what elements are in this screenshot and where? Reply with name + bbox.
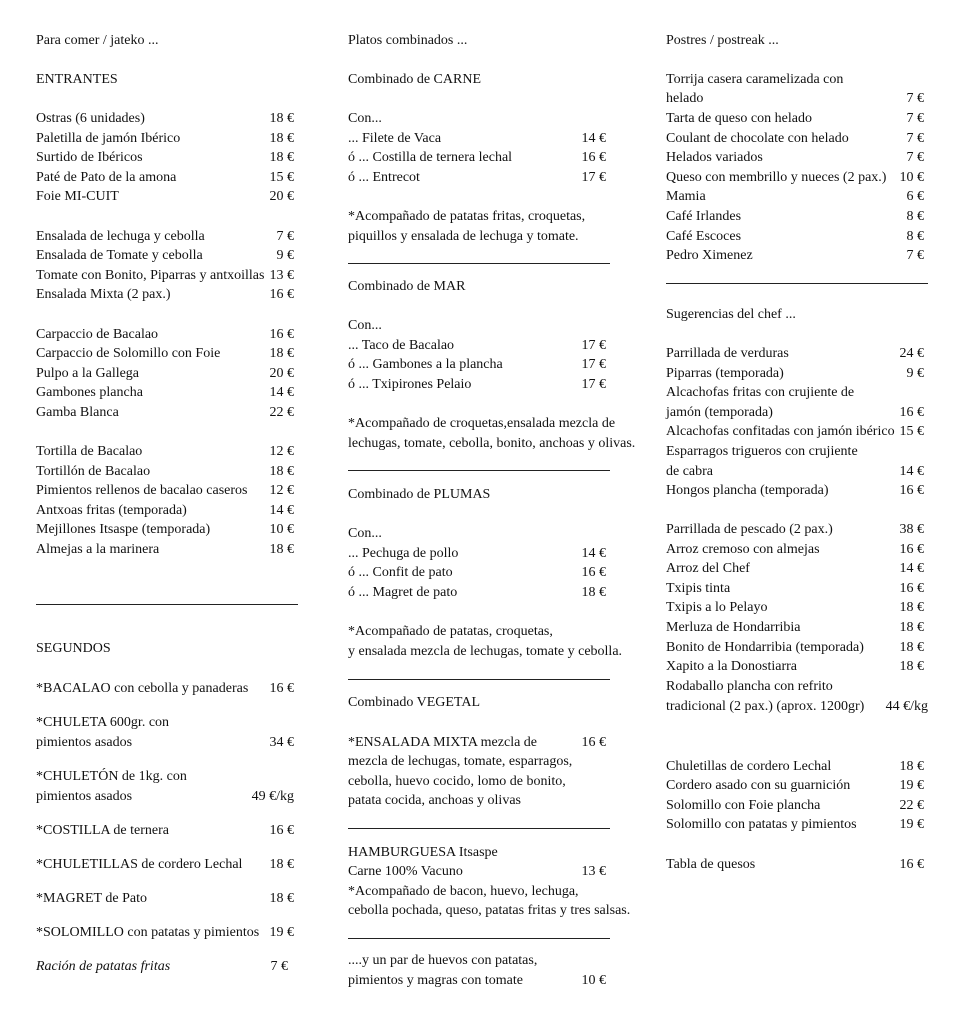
menu-item bbox=[36, 462, 298, 481]
item-name: Antxoas fritas (temporada) bbox=[36, 503, 187, 518]
menu-item-racion bbox=[36, 957, 292, 976]
item-price: 17 € bbox=[581, 338, 606, 353]
item-price: 38 € bbox=[899, 522, 924, 537]
item-price: 14 € bbox=[581, 546, 606, 561]
menu-item bbox=[666, 168, 928, 187]
description-line: cebolla, huevo cocido, lomo de bonito, bbox=[348, 774, 566, 789]
item-name: Parrillada de pescado (2 pax.) bbox=[666, 522, 833, 537]
item-price: 18 € bbox=[899, 620, 924, 635]
item-name: pimientos asados bbox=[36, 735, 133, 750]
item-name: Piparras (temporada) bbox=[666, 366, 784, 381]
divider bbox=[36, 604, 298, 605]
item-name: Mamia bbox=[666, 189, 706, 204]
item-price: 10 € bbox=[581, 973, 606, 988]
menu-item bbox=[36, 129, 298, 148]
item-price: 18 € bbox=[269, 150, 294, 165]
divider bbox=[348, 263, 610, 264]
item-price: 14 € bbox=[581, 131, 606, 146]
item-price: 22 € bbox=[899, 798, 924, 813]
menu-item bbox=[666, 618, 928, 637]
item-price: 18 € bbox=[899, 659, 924, 674]
item-name: Txipis tinta bbox=[666, 581, 731, 596]
item-name: pimientos y magras con tomate bbox=[348, 973, 523, 988]
item-name: Cordero asado con su guarnición bbox=[666, 778, 851, 793]
menu-item-line1: Esparragos trigueros con crujiente bbox=[666, 444, 858, 459]
item-name: Tabla de quesos bbox=[666, 857, 756, 872]
item-name: ... Taco de Bacalao bbox=[348, 338, 455, 353]
menu-item bbox=[666, 540, 928, 559]
item-price: 17 € bbox=[581, 377, 606, 392]
item-price: 18 € bbox=[269, 891, 294, 906]
item-price: 16 € bbox=[581, 565, 606, 580]
item-price: 18 € bbox=[269, 464, 294, 479]
menu-item bbox=[666, 109, 928, 128]
menu-item bbox=[36, 481, 298, 500]
menu-item bbox=[36, 285, 298, 304]
menu-item bbox=[348, 544, 610, 563]
divider bbox=[666, 283, 928, 284]
item-price: 16 € bbox=[899, 483, 924, 498]
item-name: ó ... Costilla de ternera lechal bbox=[348, 150, 513, 165]
note: y ensalada mezcla de lechugas, tomate y cebolla. bbox=[348, 644, 623, 659]
menu-item bbox=[666, 697, 928, 716]
menu-item bbox=[348, 971, 610, 990]
menu-item bbox=[666, 559, 928, 578]
item-name: Arroz cremoso con almejas bbox=[666, 542, 820, 557]
item-price: 16 € bbox=[269, 287, 294, 302]
note: piquillos y ensalada de lechuga y tomate. bbox=[348, 229, 579, 244]
menu-item bbox=[36, 889, 298, 908]
menu-item-line1: Torrija casera caramelizada con bbox=[666, 72, 844, 87]
item-name: Txipis a lo Pelayo bbox=[666, 600, 768, 615]
menu-item bbox=[36, 246, 298, 265]
item-name: Tortillón de Bacalao bbox=[36, 464, 151, 479]
item-price: 20 € bbox=[269, 366, 294, 381]
menu-item bbox=[36, 148, 298, 167]
menu-item bbox=[348, 563, 610, 582]
item-name: Ostras (6 unidades) bbox=[36, 111, 145, 126]
menu-item bbox=[36, 442, 298, 461]
combinado-title: HAMBURGUESA Itsaspe bbox=[348, 845, 498, 860]
item-name: Carne 100% Vacuno bbox=[348, 864, 463, 879]
item-price: 18 € bbox=[899, 759, 924, 774]
menu-item bbox=[36, 383, 298, 402]
menu-item bbox=[666, 657, 928, 676]
item-price: 16 € bbox=[899, 581, 924, 596]
item-price: 7 € bbox=[906, 131, 924, 146]
sugerencias-title: Sugerencias del chef ... bbox=[666, 307, 796, 322]
item-name: *ENSALADA MIXTA mezcla de bbox=[348, 735, 538, 750]
item-name: Foie MI-CUIT bbox=[36, 189, 119, 204]
menu-item bbox=[348, 375, 610, 394]
menu-item bbox=[666, 129, 928, 148]
menu-item bbox=[36, 787, 298, 806]
item-name: Hongos plancha (temporada) bbox=[666, 483, 829, 498]
menu-item bbox=[666, 403, 928, 422]
item-price: 16 € bbox=[269, 681, 294, 696]
item-price: 15 € bbox=[899, 424, 924, 439]
con-label: Con... bbox=[348, 526, 382, 541]
item-name: Helados variados bbox=[666, 150, 763, 165]
menu-item bbox=[348, 148, 610, 167]
item-price: 16 € bbox=[581, 150, 606, 165]
menu-item bbox=[666, 481, 928, 500]
item-name: Tarta de queso con helado bbox=[666, 111, 812, 126]
item-price: 18 € bbox=[899, 640, 924, 655]
menu-item bbox=[348, 355, 610, 374]
item-price: 17 € bbox=[581, 170, 606, 185]
item-price: 49 €/kg bbox=[251, 789, 294, 804]
menu-item bbox=[666, 207, 928, 226]
item-price: 20 € bbox=[269, 189, 294, 204]
segundos-title: SEGUNDOS bbox=[36, 641, 111, 656]
item-name: Alcachofas confitadas con jamón ibérico bbox=[666, 424, 895, 439]
item-price: 16 € bbox=[581, 735, 606, 750]
item-name: Ensalada Mixta (2 pax.) bbox=[36, 287, 171, 302]
item-name: ó ... Txipirones Pelaio bbox=[348, 377, 472, 392]
menu-item bbox=[348, 336, 610, 355]
note: *Acompañado de croquetas,ensalada mezcla de bbox=[348, 416, 616, 431]
menu-item bbox=[36, 821, 298, 840]
item-price: 8 € bbox=[906, 209, 924, 224]
item-name: Café Irlandes bbox=[666, 209, 742, 224]
item-name: Ensalada de Tomate y cebolla bbox=[36, 248, 203, 263]
item-name: Arroz del Chef bbox=[666, 561, 750, 576]
item-name: *MAGRET de Pato bbox=[36, 891, 147, 906]
item-price: 7 € bbox=[906, 91, 924, 106]
menu-item bbox=[348, 862, 610, 881]
item-name: ... Pechuga de pollo bbox=[348, 546, 459, 561]
note: *Acompañado de bacon, huevo, lechuga, bbox=[348, 884, 579, 899]
menu-item bbox=[666, 776, 928, 795]
item-name: *CHULETILLAS de cordero Lechal bbox=[36, 857, 243, 872]
menu-item bbox=[666, 364, 928, 383]
menu-item bbox=[666, 89, 928, 108]
item-price: 16 € bbox=[269, 327, 294, 342]
menu-item bbox=[348, 733, 610, 752]
section-heading: Postres / postreak ... bbox=[666, 33, 779, 48]
item-name: Ración de patatas fritas bbox=[36, 959, 171, 974]
menu-item bbox=[666, 796, 928, 815]
item-price: 18 € bbox=[899, 600, 924, 615]
item-name: Queso con membrillo y nueces (2 pax.) bbox=[666, 170, 887, 185]
item-name: Mejillones Itsaspe (temporada) bbox=[36, 522, 211, 537]
item-price: 18 € bbox=[581, 585, 606, 600]
menu-item bbox=[36, 109, 298, 128]
item-price: 12 € bbox=[269, 444, 294, 459]
note: lechugas, tomate, cebolla, bonito, anchoas y olivas. bbox=[348, 436, 636, 451]
menu-item bbox=[36, 540, 298, 559]
item-name: *COSTILLA de ternera bbox=[36, 823, 169, 838]
item-price: 22 € bbox=[269, 405, 294, 420]
menu-item-line1: Rodaballo plancha con refrito bbox=[666, 679, 833, 694]
item-price: 18 € bbox=[269, 131, 294, 146]
note: *Acompañado de patatas fritas, croquetas, bbox=[348, 209, 586, 224]
menu-item bbox=[666, 227, 928, 246]
menu-item bbox=[666, 344, 928, 363]
item-name: *SOLOMILLO con patatas y pimientos bbox=[36, 925, 260, 940]
item-name: Paté de Pato de la amona bbox=[36, 170, 177, 185]
con-label: Con... bbox=[348, 111, 382, 126]
item-price: 7 € bbox=[906, 248, 924, 263]
section-heading: Platos combinados ... bbox=[348, 33, 468, 48]
item-name: Gambones plancha bbox=[36, 385, 143, 400]
menu-item bbox=[348, 583, 610, 602]
item-price: 7 € bbox=[906, 111, 924, 126]
item-price: 44 €/kg bbox=[885, 699, 928, 714]
menu-item bbox=[36, 187, 298, 206]
item-name: ó ... Magret de pato bbox=[348, 585, 458, 600]
divider bbox=[348, 679, 610, 680]
item-price: 12 € bbox=[269, 483, 294, 498]
item-price: 14 € bbox=[269, 385, 294, 400]
item-price: 18 € bbox=[269, 857, 294, 872]
item-price: 16 € bbox=[899, 405, 924, 420]
menu-item bbox=[666, 462, 928, 481]
item-name: ó ... Gambones a la plancha bbox=[348, 357, 503, 372]
item-price: 13 € bbox=[581, 864, 606, 879]
item-price: 8 € bbox=[906, 229, 924, 244]
item-name: Xapito a la Donostiarra bbox=[666, 659, 798, 674]
description-line: patata cocida, anchoas y olivas bbox=[348, 793, 521, 808]
item-price: 18 € bbox=[269, 111, 294, 126]
item-price: 14 € bbox=[269, 503, 294, 518]
menu-item bbox=[666, 246, 928, 265]
item-price: 18 € bbox=[269, 346, 294, 361]
item-name: Pimientos rellenos de bacalao caseros bbox=[36, 483, 248, 498]
menu-item bbox=[36, 520, 298, 539]
menu-item bbox=[36, 501, 298, 520]
menu-item bbox=[666, 148, 928, 167]
item-name: Coulant de chocolate con helado bbox=[666, 131, 849, 146]
menu-item bbox=[36, 344, 298, 363]
note: cebolla pochada, queso, patatas fritas y tres salsas. bbox=[348, 903, 631, 918]
menu-item bbox=[36, 325, 298, 344]
item-price: 19 € bbox=[899, 817, 924, 832]
item-name: Almejas a la marinera bbox=[36, 542, 160, 557]
item-name: Chuletillas de cordero Lechal bbox=[666, 759, 832, 774]
divider bbox=[348, 828, 610, 829]
menu-item bbox=[666, 187, 928, 206]
item-name: Pedro Ximenez bbox=[666, 248, 753, 263]
menu-item bbox=[36, 266, 298, 285]
menu-item bbox=[666, 520, 928, 539]
menu-item bbox=[666, 815, 928, 834]
description-line: ....y un par de huevos con patatas, bbox=[348, 953, 538, 968]
item-price: 16 € bbox=[899, 857, 924, 872]
combinado-title: Combinado de CARNE bbox=[348, 72, 481, 87]
item-name: Ensalada de lechuga y cebolla bbox=[36, 229, 205, 244]
menu-item bbox=[666, 598, 928, 617]
divider bbox=[348, 470, 610, 471]
item-name: Carpaccio de Bacalao bbox=[36, 327, 159, 342]
item-price: 14 € bbox=[899, 464, 924, 479]
item-price: 16 € bbox=[899, 542, 924, 557]
item-price: 13 € bbox=[269, 268, 294, 283]
item-price: 34 € bbox=[269, 735, 294, 750]
menu-item bbox=[666, 757, 928, 776]
item-name: *BACALAO con cebolla y panaderas bbox=[36, 681, 249, 696]
item-price: 9 € bbox=[906, 366, 924, 381]
combinado-title: Combinado de MAR bbox=[348, 279, 466, 294]
item-name: helado bbox=[666, 91, 704, 106]
entrantes-title: ENTRANTES bbox=[36, 72, 118, 87]
menu-item bbox=[666, 422, 928, 441]
item-price: 6 € bbox=[906, 189, 924, 204]
menu-item bbox=[36, 403, 298, 422]
menu-item bbox=[36, 168, 298, 187]
description-line: mezcla de lechugas, tomate, esparragos, bbox=[348, 754, 573, 769]
menu-item bbox=[666, 579, 928, 598]
item-name: Gamba Blanca bbox=[36, 405, 119, 420]
menu-item bbox=[36, 923, 298, 942]
item-price: 7 € bbox=[276, 229, 294, 244]
item-price: 17 € bbox=[581, 357, 606, 372]
section-heading: Para comer / jateko ... bbox=[36, 33, 159, 48]
item-name: ó ... Entrecot bbox=[348, 170, 420, 185]
menu-item bbox=[36, 227, 298, 246]
menu-item bbox=[666, 855, 928, 874]
menu-item bbox=[36, 364, 298, 383]
combinado-title: Combinado de PLUMAS bbox=[348, 487, 491, 502]
item-price: 18 € bbox=[269, 542, 294, 557]
item-name: pimientos asados bbox=[36, 789, 133, 804]
item-name: ... Filete de Vaca bbox=[348, 131, 442, 146]
item-name: Tortilla de Bacalao bbox=[36, 444, 143, 459]
item-price: 15 € bbox=[269, 170, 294, 185]
item-price: 14 € bbox=[899, 561, 924, 576]
note: *Acompañado de patatas, croquetas, bbox=[348, 624, 553, 639]
menu-item bbox=[36, 679, 298, 698]
menu-item-line1: *CHULETÓN de 1kg. con bbox=[36, 769, 187, 784]
item-name: Pulpo a la Gallega bbox=[36, 366, 140, 381]
item-price: 9 € bbox=[276, 248, 294, 263]
item-price: 19 € bbox=[899, 778, 924, 793]
item-name: Tomate con Bonito, Piparras y antxoillas bbox=[36, 268, 265, 283]
item-name: Solomillo con patatas y pimientos bbox=[666, 817, 857, 832]
item-price: 16 € bbox=[269, 823, 294, 838]
menu-item-line1: *CHULETA 600gr. con bbox=[36, 715, 170, 730]
item-name: Bonito de Hondarribia (temporada) bbox=[666, 640, 864, 655]
item-price: 24 € bbox=[899, 346, 924, 361]
divider bbox=[348, 938, 610, 939]
item-name: Café Escoces bbox=[666, 229, 742, 244]
item-name: ó ... Confit de pato bbox=[348, 565, 453, 580]
item-name: Carpaccio de Solomillo con Foie bbox=[36, 346, 221, 361]
menu-item bbox=[348, 129, 610, 148]
item-name: Parrillada de verduras bbox=[666, 346, 789, 361]
menu-item bbox=[348, 168, 610, 187]
item-name: jamón (temporada) bbox=[666, 405, 773, 420]
item-price: 10 € bbox=[899, 170, 924, 185]
item-price: 7 € bbox=[906, 150, 924, 165]
item-price: 10 € bbox=[269, 522, 294, 537]
item-name: Solomillo con Foie plancha bbox=[666, 798, 821, 813]
item-price: 19 € bbox=[269, 925, 294, 940]
menu-item-line1: Alcachofas fritas con crujiente de bbox=[666, 385, 855, 400]
item-name: de cabra bbox=[666, 464, 714, 479]
item-name: tradicional (2 pax.) (aprox. 1200gr) bbox=[666, 699, 865, 714]
menu-item bbox=[666, 638, 928, 657]
con-label: Con... bbox=[348, 318, 382, 333]
menu-item bbox=[36, 733, 298, 752]
item-price: 7 € bbox=[270, 959, 288, 974]
item-name: Surtido de Ibéricos bbox=[36, 150, 143, 165]
item-name: Merluza de Hondarribia bbox=[666, 620, 801, 635]
combinado-title: Combinado VEGETAL bbox=[348, 695, 480, 710]
item-name: Paletilla de jamón Ibérico bbox=[36, 131, 181, 146]
menu-item bbox=[36, 855, 298, 874]
